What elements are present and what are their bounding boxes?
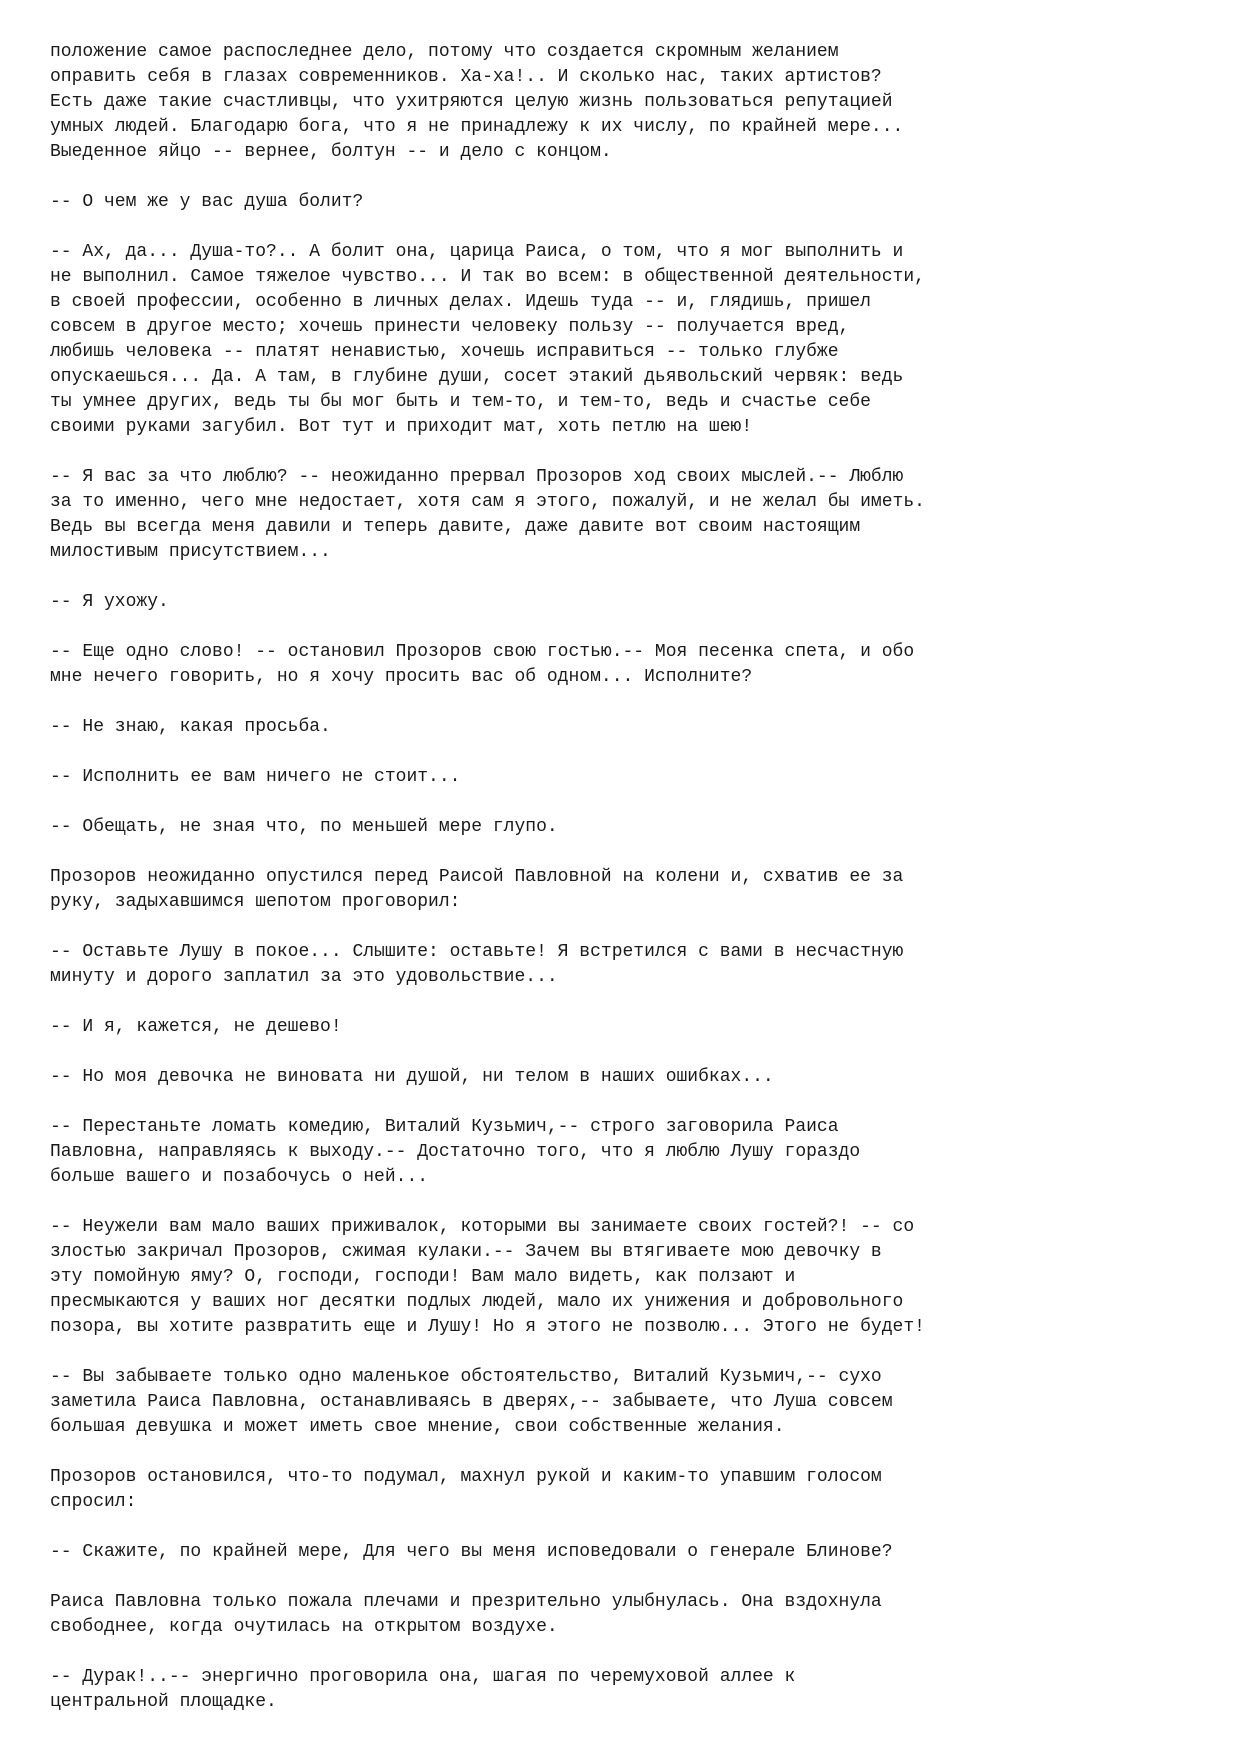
text-line: не выполнил. Самое тяжелое чувство... И так во всем: в общественной деятельности,: [50, 267, 925, 287]
text-line: своими руками загубил. Вот тут и приходит мат, хоть петлю на шею!: [50, 417, 753, 437]
text-line: -- Скажите, по крайней мере, Для чего вы меня исповедовали о генерале Блинове?: [50, 1542, 893, 1562]
text-line: ты умнее других, ведь ты бы мог быть и тем-то, и тем-то, ведь и счастье себе: [50, 392, 871, 412]
text-line: -- Но моя девочка не виновата ни душой, ни телом в наших ошибках...: [50, 1067, 774, 1087]
text-line: эту помойную яму? О, господи, господи! Вам мало видеть, как ползают и: [50, 1267, 796, 1287]
paragraph: [50, 190, 1200, 215]
paragraph: [50, 465, 1200, 565]
text-line: -- Неужели вам мало ваших приживалок, которыми вы занимаете своих гостей?! -- со: [50, 1217, 915, 1237]
paragraph: [50, 1115, 1200, 1190]
paragraph: [50, 240, 1200, 440]
text-line: -- Дурак!..-- энергично проговорила она, шагая по черемуховой аллее к: [50, 1667, 796, 1687]
paragraph: [50, 40, 1200, 165]
paragraph: [50, 940, 1200, 990]
paragraph: [50, 715, 1200, 740]
paragraph: [50, 640, 1200, 690]
text-line: -- Перестаньте ломать комедию, Виталий Кузьмич,-- строго заговорила Раиса: [50, 1117, 839, 1137]
text-line: заметила Раиса Павловна, останавливаясь в дверях,-- забываете, что Луша совсем: [50, 1392, 893, 1412]
text-line: -- Исполнить ее вам ничего не стоит...: [50, 767, 461, 787]
paragraph: [50, 1465, 1200, 1515]
text-line: милостивым присутствием...: [50, 542, 331, 562]
text-line: пресмыкаются у ваших ног десятки подлых людей, мало их унижения и добровольного: [50, 1292, 904, 1312]
text-line: -- И я, кажется, не дешево!: [50, 1017, 342, 1037]
paragraph: [50, 1015, 1200, 1040]
text-line: позора, вы хотите развратить еще и Лушу! Но я этого не позволю... Этого не будет!: [50, 1317, 925, 1337]
text-line: большая девушка и может иметь свое мнение, свои собственные желания.: [50, 1417, 785, 1437]
paragraph: [50, 1065, 1200, 1090]
text-line: -- Я ухожу.: [50, 592, 169, 612]
paragraph: [50, 1365, 1200, 1440]
paragraph: [50, 765, 1200, 790]
text-line: -- Еще одно слово! -- остановил Прозоров свою гостью.-- Моя песенка спета, и обо: [50, 642, 915, 662]
text-line: злостью закричал Прозоров, сжимая кулаки.-- Зачем вы втягиваете мою девочку в: [50, 1242, 882, 1262]
text-line: Прозоров остановился, что-то подумал, махнул рукой и каким-то упавшим голосом: [50, 1467, 882, 1487]
paragraph: [50, 1215, 1200, 1340]
text-line: центральной площадке.: [50, 1692, 277, 1712]
text-line: совсем в другое место; хочешь принести человеку пользу -- получается вред,: [50, 317, 850, 337]
text-line: руку, задыхавшимся шепотом проговорил:: [50, 892, 461, 912]
text-line: Павловна, направляясь к выходу.-- Достаточно того, что я люблю Лушу гораздо: [50, 1142, 861, 1162]
text-line: оправить себя в глазах современников. Ха-ха!.. И сколько нас, таких артистов?: [50, 67, 882, 87]
text-line: за то именно, чего мне недостает, хотя сам я этого, пожалуй, и не желал бы иметь.: [50, 492, 925, 512]
text-line: Есть даже такие счастливцы, что ухитряются целую жизнь пользоваться репутацией: [50, 92, 893, 112]
text-line: спросил:: [50, 1492, 137, 1512]
text-line: -- Не знаю, какая просьба.: [50, 717, 331, 737]
text-line: умных людей. Благодарю бога, что я не принадлежу к их числу, по крайней мере...: [50, 117, 904, 137]
paragraph: [50, 1540, 1200, 1565]
text-line: опускаешься... Да. А там, в глубине души, сосет этакий дьявольский червяк: ведь: [50, 367, 904, 387]
text-line: Раиса Павловна только пожала плечами и презрительно улыбнулась. Она вздохнула: [50, 1592, 882, 1612]
paragraph: [50, 590, 1200, 615]
text-line: -- Обещать, не зная что, по меньшей мере глупо.: [50, 817, 558, 837]
text-line: -- Вы забываете только одно маленькое обстоятельство, Виталий Кузьмич,-- сухо: [50, 1367, 882, 1387]
text-line: минуту и дорого заплатил за это удовольствие...: [50, 967, 558, 987]
text-line: Прозоров неожиданно опустился перед Раисой Павловной на колени и, схватив ее за: [50, 867, 904, 887]
paragraph: [50, 865, 1200, 915]
text-line: в своей профессии, особенно в личных делах. Идешь туда -- и, глядишь, пришел: [50, 292, 871, 312]
text-line: больше вашего и позабочусь о ней...: [50, 1167, 429, 1187]
text-line: любишь человека -- платят ненавистью, хочешь исправиться -- только глубже: [50, 342, 839, 362]
text-line: Выеденное яйцо -- вернее, болтун -- и дело с концом.: [50, 142, 612, 162]
text-line: положение самое распоследнее дело, потому что создается скромным желанием: [50, 42, 839, 62]
paragraph: [50, 815, 1200, 840]
paragraph: [50, 1665, 1200, 1715]
text-line: -- Я вас за что люблю? -- неожиданно прервал Прозоров ход своих мыслей.-- Люблю: [50, 467, 904, 487]
text-line: свободнее, когда очутилась на открытом воздухе.: [50, 1617, 558, 1637]
text-line: Ведь вы всегда меня давили и теперь давите, даже давите вот своим настоящим: [50, 517, 861, 537]
document-page: [50, 40, 1200, 1740]
paragraph: [50, 1590, 1200, 1640]
text-line: -- Ах, да... Душа-то?.. А болит она, царица Раиса, о том, что я мог выполнить и: [50, 242, 904, 262]
text-line: -- О чем же у вас душа болит?: [50, 192, 364, 212]
text-line: -- Оставьте Лушу в покое... Слышите: оставьте! Я встретился с вами в несчастную: [50, 942, 904, 962]
text-line: мне нечего говорить, но я хочу просить вас об одном... Исполните?: [50, 667, 753, 687]
